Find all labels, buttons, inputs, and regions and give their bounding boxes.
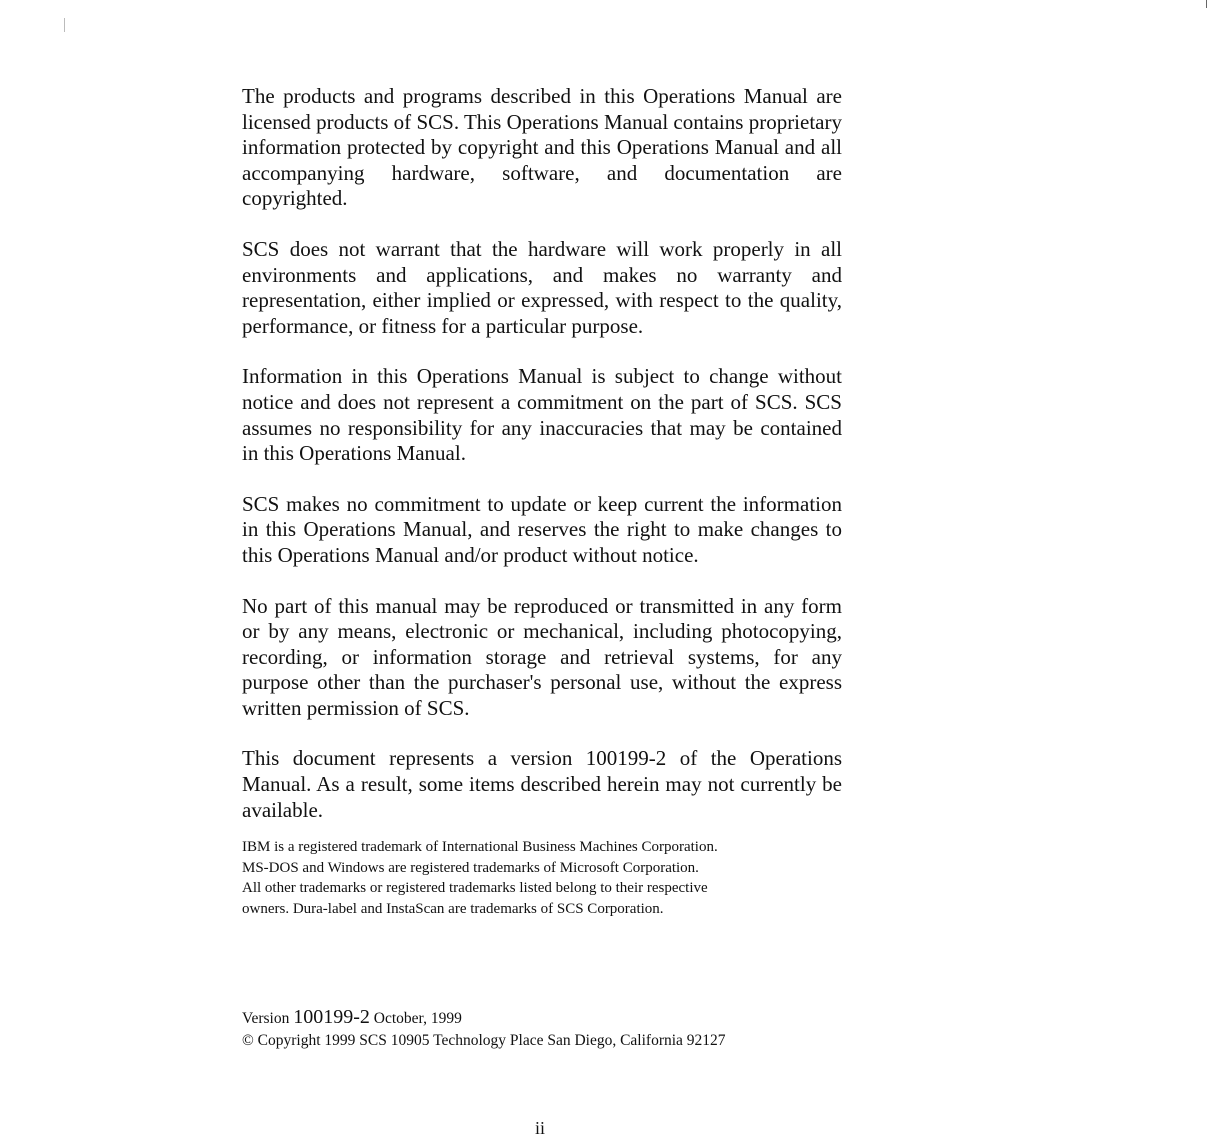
trademark-notice [242,837,842,919]
trademark-line-microsoft: MS-DOS and Windows are registered trademarks of Microsoft Corporation. [242,859,699,876]
version-number: 100199-2 [293,1006,370,1028]
scan-mark-top-right [1206,0,1207,8]
version-label: Version [242,1010,290,1027]
version-block [242,1006,726,1052]
page-number: ii [534,1118,545,1138]
trademark-line-other: All other trademarks or registered trademarks listed belong to their respective [242,880,708,897]
paragraph-warranty: SCS does not warrant that the hardware will work properly in all environments and applications, and makes no warranty and representation, either implied or expressed, with respect to the quality, performance, or fitness for a particular purpose. [242,236,842,338]
version-line [242,1006,726,1030]
version-date: October, 1999 [373,1010,462,1027]
document-body [242,84,842,919]
trademark-line-ibm: IBM is a registered trademark of International Business Machines Corporation. [242,839,718,856]
paragraph-version-notice: This document represents a version 100199-2 of the Operations Manual. As a result, some items described herein may not currently be available. [242,746,842,822]
paragraph-change-notice: Information in this Operations Manual is subject to change without notice and does not represent a commitment on the part of SCS. SCS assumes no responsibility for any inaccuracies that may be contained in this Operations Manual. [242,364,842,466]
scan-mark-top-left [64,18,65,32]
paragraph-license: The products and programs described in this Operations Manual are licensed products of SCS. This Operations Manual contains proprietary information protected by copyright and this Operations Manual and all accompanying hardware, software, and documentation are copyrighted. [242,84,842,211]
copyright-line: © Copyright 1999 SCS 10905 Technology Place San Diego, California 92127 [242,1032,726,1049]
paragraph-reproduction: No part of this manual may be reproduced or transmitted in any form or by any means, electronic or mechanical, including photocopying, recording, or information storage and retrieval systems, for any purpose other than the purchaser's personal use, without the express written permission of SCS. [242,593,842,720]
trademark-line-scs: owners. Dura-label and InstaScan are trademarks of SCS Corporation. [242,900,664,917]
paragraph-update-commitment: SCS makes no commitment to update or keep current the information in this Operations Manual, and reserves the right to make changes to this Operations Manual and/or product without notice. [242,491,842,567]
